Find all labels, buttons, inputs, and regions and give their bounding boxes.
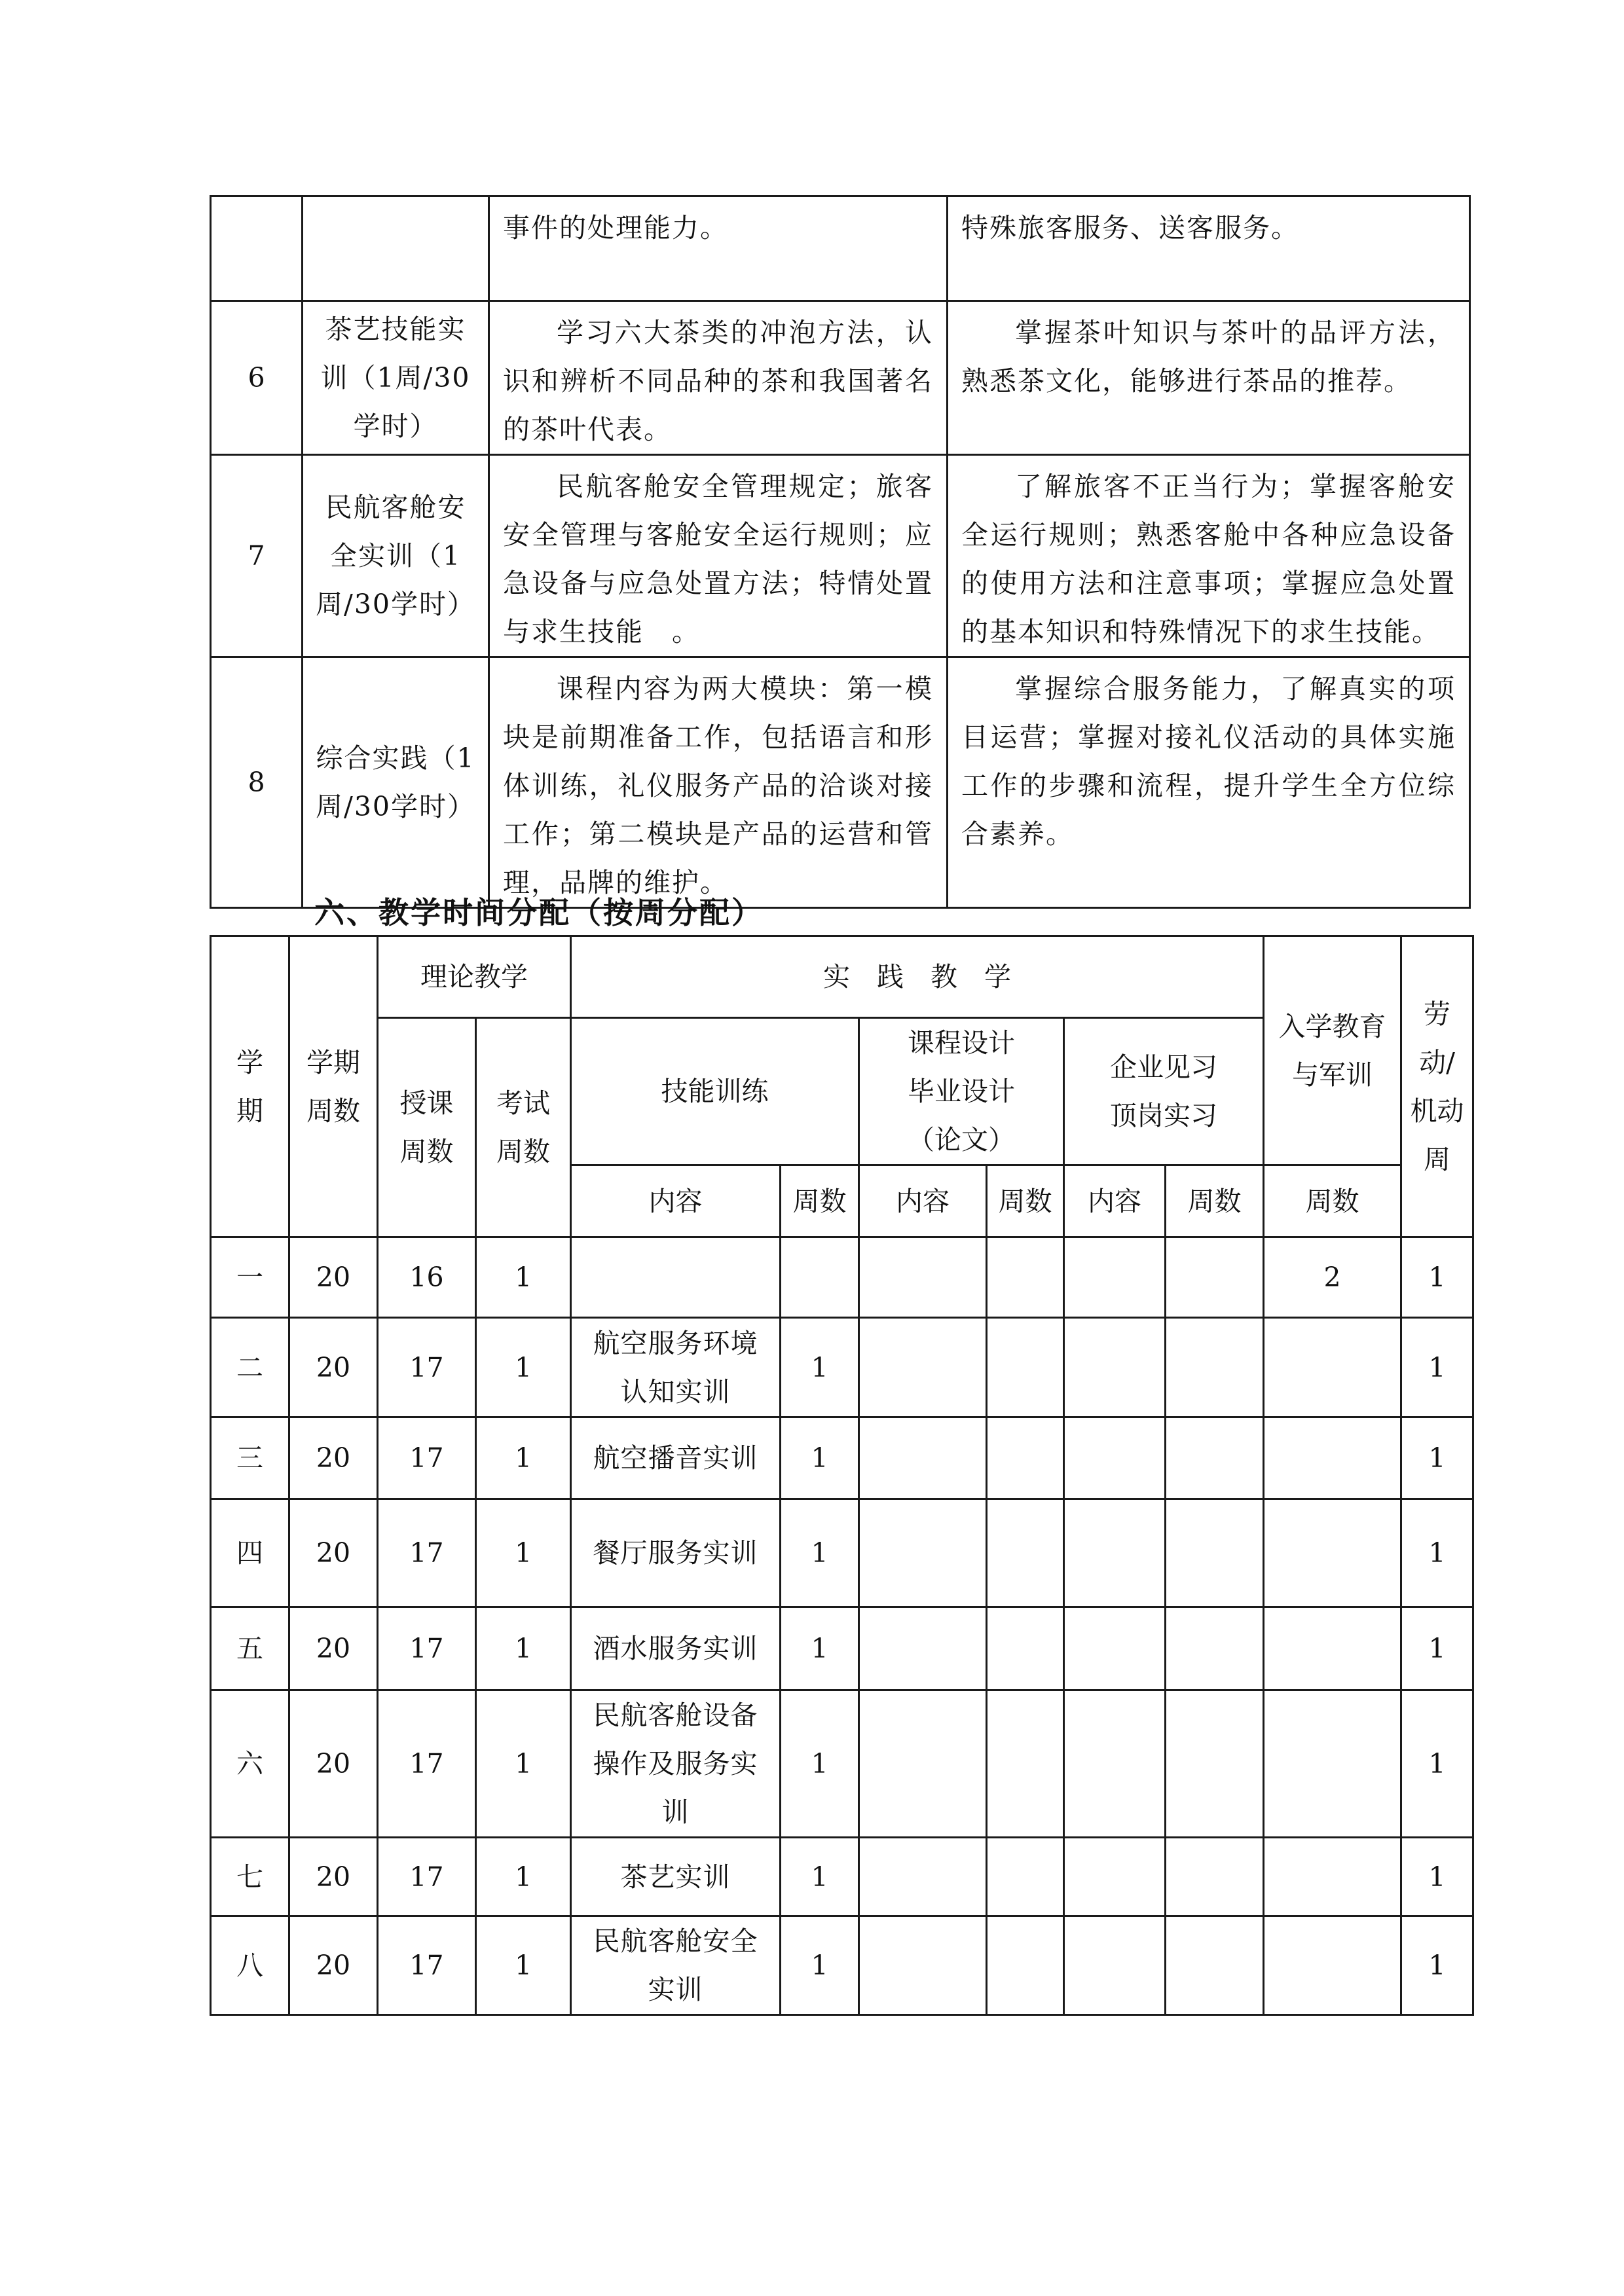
entrance-weeks-cell (1264, 1916, 1401, 2015)
course-goal: 特殊旅客服务、送客服务。 (948, 196, 1470, 301)
term-cell: 五 (211, 1607, 289, 1690)
table-row (211, 1318, 1473, 1417)
header-skills: 技能训练 (571, 1018, 859, 1165)
header-practice: 实 践 教 学 (571, 936, 1264, 1018)
total-weeks-cell: 20 (289, 1916, 378, 2015)
course-content: 民航客舱安全管理规定；旅客安全管理与客舱安全运行规则；应急设备与应急处置方法；特情处置与求生技能 。 (489, 455, 948, 657)
enterprise-weeks-cell (1166, 1318, 1264, 1417)
total-weeks-cell: 20 (289, 1499, 378, 1607)
teach-weeks-cell: 17 (378, 1499, 476, 1607)
term-cell: 一 (211, 1237, 289, 1318)
enterprise-content-cell (1064, 1690, 1166, 1838)
entrance-weeks-cell (1264, 1690, 1401, 1838)
skill-weeks-cell: 1 (781, 1318, 859, 1417)
skill-weeks-cell: 1 (781, 1417, 859, 1499)
labor-weeks-cell: 1 (1401, 1607, 1473, 1690)
header-term-weeks: 学期周数 (289, 936, 378, 1237)
total-weeks-cell: 20 (289, 1838, 378, 1916)
design-weeks-cell (987, 1318, 1064, 1417)
course-goal: 了解旅客不正当行为；掌握客舱安全运行规则；熟悉客舱中各种应急设备的使用方法和注意事项；掌握应急处置的基本知识和特殊情况下的求生技能。 (948, 455, 1470, 657)
header-teaching-weeks: 授课周数 (378, 1018, 476, 1237)
teach-weeks-cell: 17 (378, 1417, 476, 1499)
header-enterprise-weeks: 周数 (1166, 1165, 1264, 1237)
header-entrance: 入学教育与军训 (1264, 936, 1401, 1165)
table-row (211, 196, 1470, 301)
header-skill-content: 内容 (571, 1165, 781, 1237)
entrance-weeks-cell (1264, 1499, 1401, 1607)
design-content-cell (859, 1417, 987, 1499)
table-row (211, 1237, 1473, 1318)
exam-weeks-cell: 1 (476, 1607, 571, 1690)
table-row (211, 1607, 1473, 1690)
entrance-weeks-cell (1264, 1417, 1401, 1499)
skill-weeks-cell: 1 (781, 1916, 859, 2015)
term-cell: 三 (211, 1417, 289, 1499)
enterprise-weeks-cell (1166, 1838, 1264, 1916)
enterprise-content-cell (1064, 1838, 1166, 1916)
table-row (211, 1417, 1473, 1499)
labor-weeks-cell: 1 (1401, 1690, 1473, 1838)
total-weeks-cell: 20 (289, 1690, 378, 1838)
header-course-design: 课程设计 毕业设计（论文） (859, 1018, 1064, 1165)
design-weeks-cell (987, 1916, 1064, 2015)
design-weeks-cell (987, 1417, 1064, 1499)
enterprise-content-cell (1064, 1237, 1166, 1318)
skill-content-cell: 茶艺实训 (571, 1838, 781, 1916)
entrance-weeks-cell (1264, 1318, 1401, 1417)
table-row (211, 1499, 1473, 1607)
term-cell: 八 (211, 1916, 289, 2015)
teach-weeks-cell: 16 (378, 1237, 476, 1318)
skill-content-cell: 酒水服务实训 (571, 1607, 781, 1690)
exam-weeks-cell: 1 (476, 1417, 571, 1499)
enterprise-weeks-cell (1166, 1237, 1264, 1318)
labor-weeks-cell: 1 (1401, 1417, 1473, 1499)
teach-weeks-cell: 17 (378, 1690, 476, 1838)
enterprise-content-cell (1064, 1499, 1166, 1607)
labor-weeks-cell: 1 (1401, 1838, 1473, 1916)
design-weeks-cell (987, 1607, 1064, 1690)
header-entrance-weeks: 周数 (1264, 1165, 1401, 1237)
table-row (211, 1690, 1473, 1838)
design-content-cell (859, 1607, 987, 1690)
skill-content-cell: 民航客舱安全实训 (571, 1916, 781, 2015)
design-weeks-cell (987, 1499, 1064, 1607)
teach-weeks-cell: 17 (378, 1318, 476, 1417)
enterprise-weeks-cell (1166, 1690, 1264, 1838)
total-weeks-cell: 20 (289, 1417, 378, 1499)
enterprise-content-cell (1064, 1607, 1166, 1690)
teach-weeks-cell: 17 (378, 1607, 476, 1690)
course-name: 民航客舱安全实训（1周/30学时） (303, 455, 489, 657)
enterprise-weeks-cell (1166, 1916, 1264, 2015)
exam-weeks-cell: 1 (476, 1916, 571, 2015)
table-row (211, 1838, 1473, 1916)
labor-weeks-cell: 1 (1401, 1499, 1473, 1607)
course-num: 8 (211, 657, 303, 908)
header-row (211, 936, 1473, 1018)
exam-weeks-cell: 1 (476, 1838, 571, 1916)
section-title: 六、教学时间分配（按周分配） (314, 895, 764, 930)
skill-content-cell: 餐厅服务实训 (571, 1499, 781, 1607)
term-cell: 六 (211, 1690, 289, 1838)
table-row (211, 455, 1470, 657)
total-weeks-cell: 20 (289, 1318, 378, 1417)
course-num: 7 (211, 455, 303, 657)
enterprise-weeks-cell (1166, 1607, 1264, 1690)
header-skill-weeks: 周数 (781, 1165, 859, 1237)
course-name (303, 196, 489, 301)
skill-weeks-cell (781, 1237, 859, 1318)
design-content-cell (859, 1690, 987, 1838)
header-design-content: 内容 (859, 1165, 987, 1237)
design-content-cell (859, 1318, 987, 1417)
exam-weeks-cell: 1 (476, 1690, 571, 1838)
course-table (210, 195, 1471, 909)
exam-weeks-cell: 1 (476, 1499, 571, 1607)
table-row (211, 301, 1470, 455)
skill-content-cell (571, 1237, 781, 1318)
skill-weeks-cell: 1 (781, 1607, 859, 1690)
skill-weeks-cell: 1 (781, 1690, 859, 1838)
header-labor: 劳动/机动周 (1401, 936, 1473, 1237)
header-enterprise: 企业见习 顶岗实习 (1064, 1018, 1264, 1165)
skill-content-cell: 民航客舱设备操作及服务实训 (571, 1690, 781, 1838)
term-cell: 二 (211, 1318, 289, 1417)
table-row (211, 657, 1470, 908)
design-content-cell (859, 1237, 987, 1318)
course-goal: 掌握茶叶知识与茶叶的品评方法，熟悉茶文化，能够进行茶品的推荐。 (948, 301, 1470, 455)
entrance-weeks-cell (1264, 1607, 1401, 1690)
design-content-cell (859, 1838, 987, 1916)
course-num (211, 196, 303, 301)
enterprise-weeks-cell (1166, 1417, 1264, 1499)
skill-content-cell: 航空服务环境认知实训 (571, 1318, 781, 1417)
labor-weeks-cell: 1 (1401, 1318, 1473, 1417)
schedule-table (210, 935, 1474, 2016)
total-weeks-cell: 20 (289, 1237, 378, 1318)
course-content: 事件的处理能力。 (489, 196, 948, 301)
enterprise-content-cell (1064, 1916, 1166, 2015)
header-design-weeks: 周数 (987, 1165, 1064, 1237)
design-weeks-cell (987, 1838, 1064, 1916)
enterprise-content-cell (1064, 1318, 1166, 1417)
entrance-weeks-cell: 2 (1264, 1237, 1401, 1318)
exam-weeks-cell: 1 (476, 1237, 571, 1318)
labor-weeks-cell: 1 (1401, 1916, 1473, 2015)
design-weeks-cell (987, 1690, 1064, 1838)
teach-weeks-cell: 17 (378, 1916, 476, 2015)
course-name: 茶艺技能实训（1周/30学时） (303, 301, 489, 455)
exam-weeks-cell: 1 (476, 1318, 571, 1417)
enterprise-content-cell (1064, 1417, 1166, 1499)
design-content-cell (859, 1499, 987, 1607)
header-theory: 理论教学 (378, 936, 571, 1018)
design-weeks-cell (987, 1237, 1064, 1318)
course-content: 学习六大茶类的冲泡方法，认识和辨析不同品种的茶和我国著名的茶叶代表。 (489, 301, 948, 455)
enterprise-weeks-cell (1166, 1499, 1264, 1607)
skill-weeks-cell: 1 (781, 1838, 859, 1916)
term-cell: 四 (211, 1499, 289, 1607)
course-name: 综合实践（1周/30学时） (303, 657, 489, 908)
header-term: 学期 (211, 936, 289, 1237)
design-content-cell (859, 1916, 987, 2015)
labor-weeks-cell: 1 (1401, 1237, 1473, 1318)
entrance-weeks-cell (1264, 1838, 1401, 1916)
course-content: 课程内容为两大模块：第一模块是前期准备工作，包括语言和形体训练，礼仪服务产品的洽谈对接工作；第二模块是产品的运营和管理，品牌的维护。 (489, 657, 948, 908)
header-enterprise-content: 内容 (1064, 1165, 1166, 1237)
header-exam-weeks: 考试周数 (476, 1018, 571, 1237)
course-num: 6 (211, 301, 303, 455)
skill-content-cell: 航空播音实训 (571, 1417, 781, 1499)
table-row (211, 1916, 1473, 2015)
course-goal: 掌握综合服务能力，了解真实的项目运营；掌握对接礼仪活动的具体实施工作的步骤和流程，提升学生全方位综合素养。 (948, 657, 1470, 908)
term-cell: 七 (211, 1838, 289, 1916)
total-weeks-cell: 20 (289, 1607, 378, 1690)
skill-weeks-cell: 1 (781, 1499, 859, 1607)
teach-weeks-cell: 17 (378, 1838, 476, 1916)
